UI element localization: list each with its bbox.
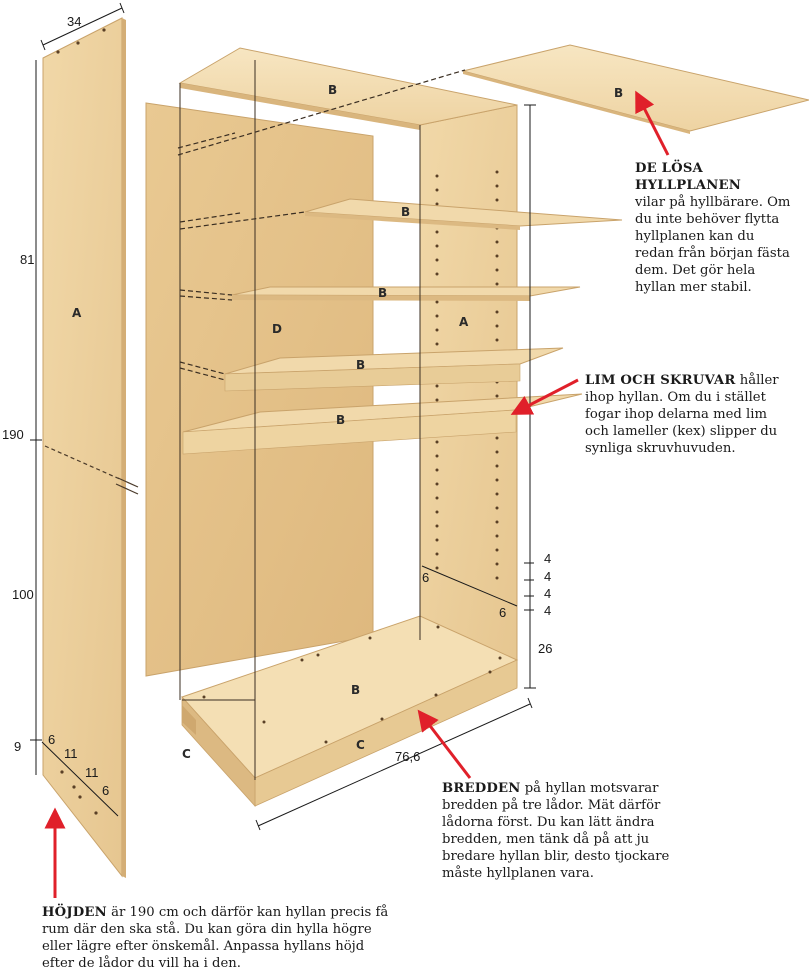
dim-hole-11b: 11 <box>85 765 99 780</box>
shelf-2 <box>232 287 580 301</box>
label-bottom-b: B <box>351 683 361 697</box>
note-height-heading-rest: är 190 cm och därför kan hyllan precis få <box>106 905 389 920</box>
dim-spacing-4d: 4 <box>544 603 552 618</box>
dim-bottom-26: 26 <box>538 641 553 656</box>
note-glue-heading-rest: håller <box>735 373 779 388</box>
note-width-heading: BREDDEN <box>442 781 521 796</box>
note-glue-line: synliga skruvhuvuden. <box>585 441 736 456</box>
note-shelves-heading: DE LÖSA HYLLPLANEN <box>635 161 741 193</box>
note-width-line: måste hyllplanen vara. <box>442 866 594 881</box>
label-shelf-2: B <box>378 286 388 300</box>
note-height <box>42 904 388 972</box>
note-height-line: eller lägre efter önskemål. Anpassa hyllans höjd <box>42 939 365 954</box>
note-glue-heading: LIM OCH SKRUVAR <box>585 373 736 388</box>
note-shelves-line: vilar på hyllbärare. Om <box>635 195 791 210</box>
note-glue-line: och lameller (kex) slipper du <box>585 424 778 439</box>
left-side-panel <box>43 18 138 878</box>
label-top-b: B <box>328 83 338 97</box>
dim-width: 76,6 <box>395 749 421 764</box>
label-back-d: D <box>272 322 282 336</box>
label-shelf-1: B <box>401 205 411 219</box>
dim-hole-11a: 11 <box>64 746 78 761</box>
note-height-heading: HÖJDEN <box>42 905 107 920</box>
dim-inset-6a: 6 <box>422 570 430 585</box>
dim-inset-6b: 6 <box>499 605 507 620</box>
dim-spacing-4a: 4 <box>544 551 552 566</box>
note-glue-line: ihop hyllan. Om du i stället <box>585 390 766 405</box>
note-shelves-line: dem. Det gör hela <box>635 263 756 278</box>
dim-spacing-4c: 4 <box>544 586 552 601</box>
note-height-line: rum där den ska stå. Du kan göra din hylla högre <box>42 922 372 937</box>
dim-hole-6a: 6 <box>48 732 56 747</box>
dim-upper: 81 <box>20 252 35 267</box>
label-shelf-3: B <box>356 358 366 372</box>
dim-lower: 100 <box>12 587 34 602</box>
label-plinth-c-side: C <box>182 747 191 761</box>
label-plinth-c-front: C <box>356 738 365 752</box>
note-shelves-line: redan från början fästa <box>635 246 790 261</box>
note-width-heading-rest: på hyllan motsvarar <box>520 781 659 796</box>
note-glue <box>585 372 779 457</box>
dim-hole-6b: 6 <box>102 783 110 798</box>
label-side-a-right: A <box>459 315 469 329</box>
label-shelf-4: B <box>336 413 346 427</box>
note-width-line: lådorna först. Du kan lätt ändra <box>442 815 655 830</box>
dim-plinth: 9 <box>14 739 22 754</box>
note-shelves-line: hyllan mer stabil. <box>635 280 752 295</box>
label-loose-b: B <box>614 86 624 100</box>
dim-depth: 34 <box>67 14 82 29</box>
dim-total-height: 190 <box>2 427 24 442</box>
note-height-line: efter de lådor du vill ha i den. <box>42 956 241 971</box>
note-shelves <box>635 160 809 296</box>
dim-spacing-4b: 4 <box>544 569 552 584</box>
note-width-line: bredden, men tänk då på att ju <box>442 832 650 847</box>
note-shelves-line: du inte behöver flytta <box>635 212 780 227</box>
note-width-line: bredare hyllan blir, desto tjockare <box>442 849 670 864</box>
note-glue-line: fogar ihop delarna med lim <box>585 407 767 422</box>
note-shelves-line: hyllplanen kan du <box>635 229 755 244</box>
right-side-panel <box>420 105 517 686</box>
note-width <box>442 780 669 882</box>
label-side-a-left: A <box>72 306 82 320</box>
note-width-line: bredden på tre lådor. Mät därför <box>442 798 661 813</box>
